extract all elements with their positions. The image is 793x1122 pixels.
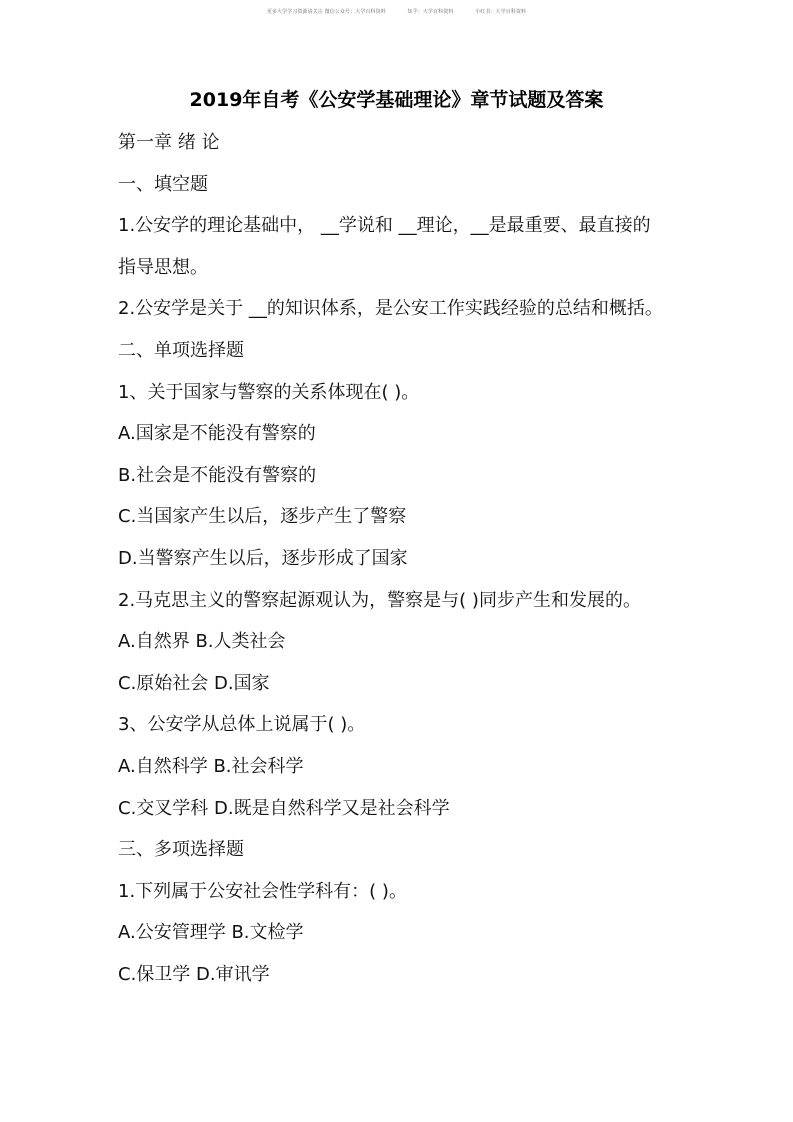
chapter-heading: 第一章 绪 论 — [118, 132, 220, 153]
answer-option: A.国家是不能没有警察的 — [118, 423, 316, 445]
question-text-continued: 指导思想。 — [118, 256, 208, 278]
question-text: 1、关于国家与警察的关系体现在( )。 — [118, 381, 420, 403]
answer-option: C.保卫学 D.审讯学 — [118, 963, 270, 985]
question-text: 3、公安学从总体上说属于( )。 — [118, 714, 366, 736]
question-text: 2.公安学是关于 __的知识体系，是公安工作实践经验的总结和概括。 — [118, 298, 663, 320]
answer-option: A.自然界 B.人类社会 — [118, 631, 286, 653]
answer-option: A.公安管理学 B.文检学 — [118, 922, 304, 944]
answer-option: C.原始社会 D.国家 — [118, 672, 270, 694]
question-text: 2.马克思主义的警察起源观认为，警察是与( )同步产生和发展的。 — [118, 589, 641, 611]
section-heading-fill-blank: 一、填空题 — [118, 173, 208, 195]
answer-option: D.当警察产生以后，逐步形成了国家 — [118, 547, 408, 569]
answer-option: C.交叉学科 D.既是自然科学又是社会科学 — [118, 797, 450, 819]
question-text: 1.下列属于公安社会性学科有：( )。 — [118, 880, 407, 902]
answer-option: B.社会是不能没有警察的 — [118, 464, 317, 486]
answer-option: A.自然科学 B.社会科学 — [118, 755, 304, 777]
header-note-zhihu: 知乎：大学百科资料 — [407, 9, 454, 15]
section-heading-single-choice: 二、单项选择题 — [118, 339, 244, 361]
document-title: 2019年自考《公安学基础理论》章节试题及答案 — [189, 89, 604, 111]
question-text: 1.公安学的理论基础中， __学说和 __理论，__是最重要、最直接的 — [118, 215, 651, 237]
section-heading-multiple-choice: 三、多项选择题 — [118, 839, 244, 861]
page-header-note — [0, 8, 793, 15]
header-note-xiaohongshu: 小红书：大学百科资料 — [475, 9, 527, 15]
header-note-wechat: 更多大学学习资源请关注 微信公众号：大学百科资料 — [266, 9, 386, 15]
answer-option: C.当国家产生以后，逐步产生了警察 — [118, 506, 407, 528]
document-body — [118, 130, 718, 1003]
